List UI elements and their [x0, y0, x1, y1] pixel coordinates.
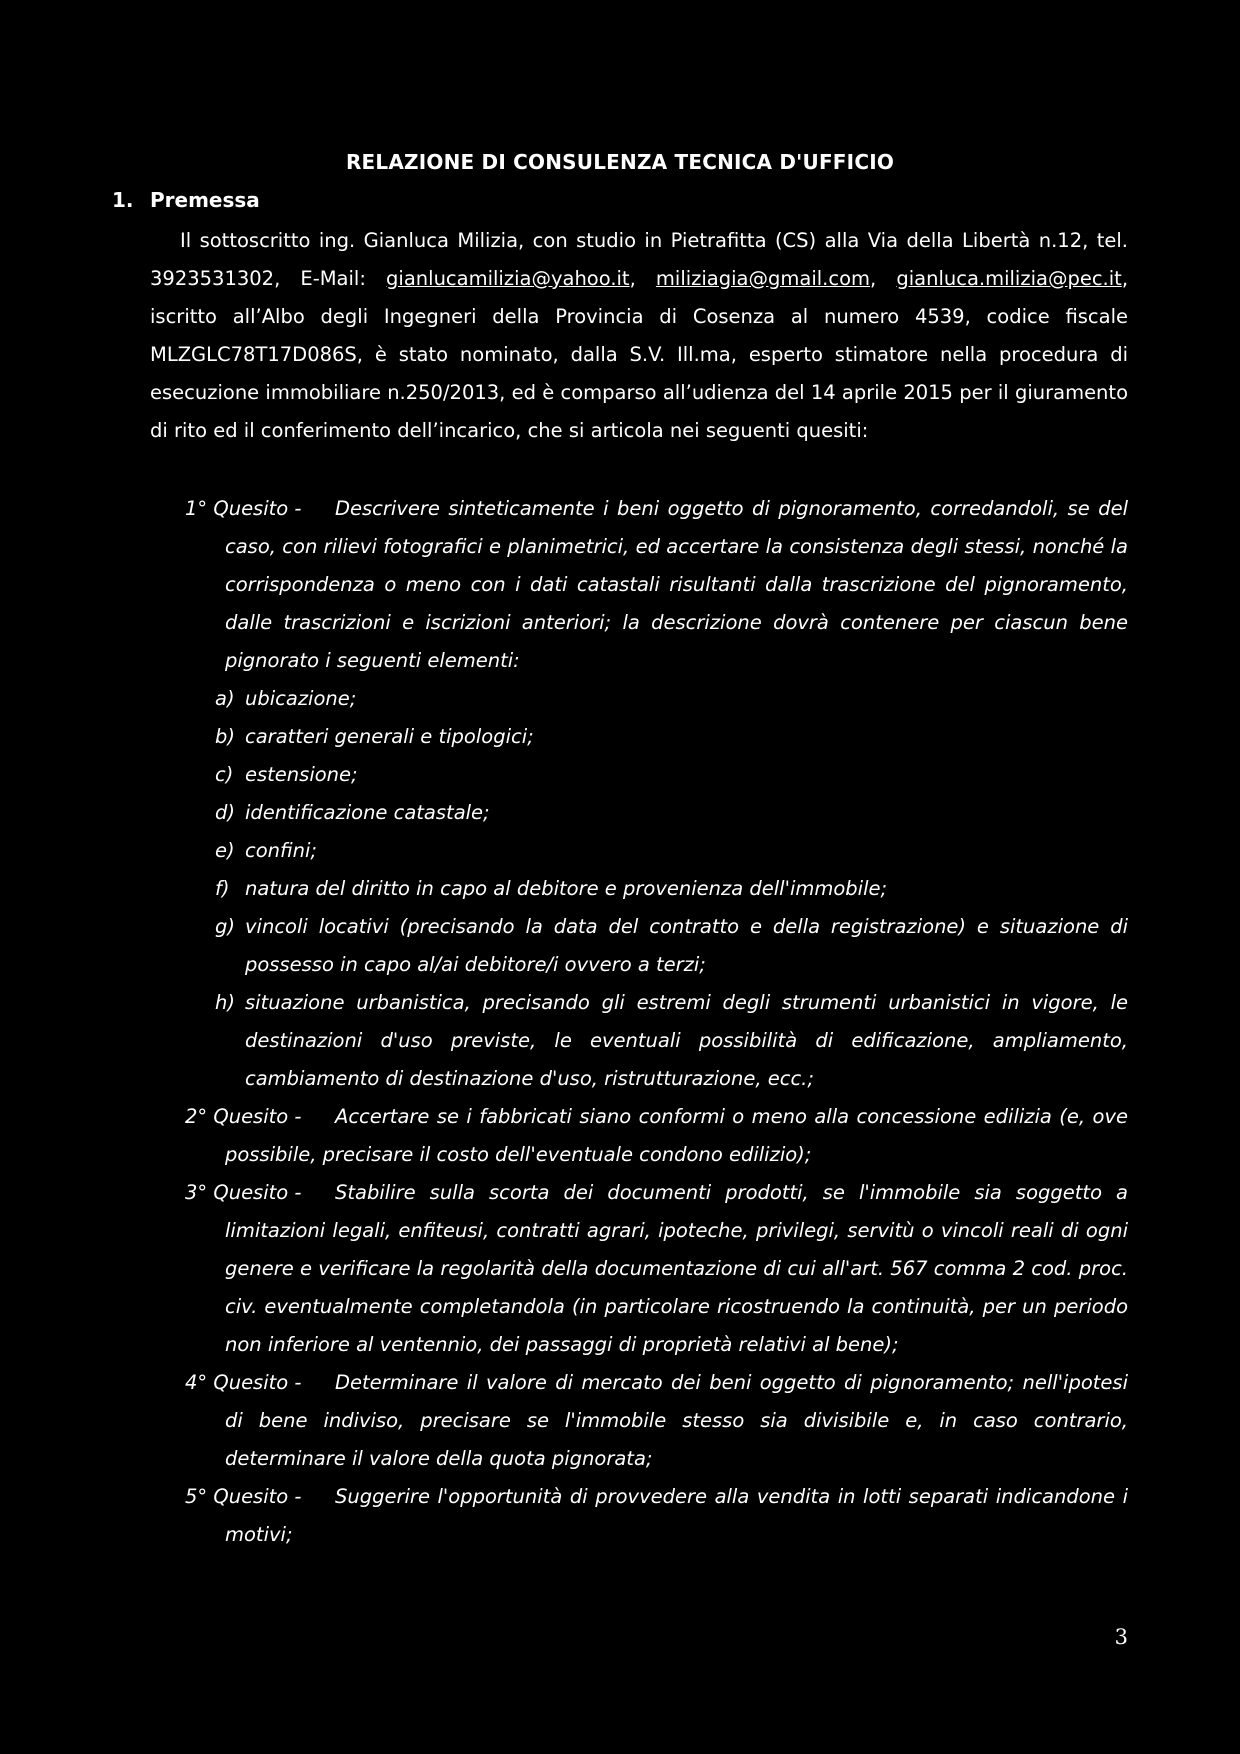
list-item-letter: c) — [215, 763, 234, 786]
section-number: 1. — [112, 188, 134, 212]
list-item — [215, 870, 1128, 908]
document-title: RELAZIONE DI CONSULENZA TECNICA D'UFFICIO — [345, 150, 895, 174]
quesito-label: 2° Quesito - — [185, 1105, 302, 1128]
email-link-pec[interactable]: gianluca.milizia@pec.it — [896, 267, 1122, 290]
elements-list — [215, 680, 1128, 1098]
section-heading — [112, 188, 260, 212]
list-item-text: identificazione catastale; — [245, 801, 490, 824]
list-item-text: ubicazione; — [245, 687, 357, 710]
quesito-3 — [185, 1174, 1128, 1364]
intro-text-part2: , iscritto all’Albo degli Ingegneri della Provincia di Cosenza al numero 4539, codice fiscale MLZGLC78T17D086S, è stato nominato, dalla S.V. Ill.ma, esperto stimatore nella procedura di esecuzione immobiliare n.250/2013, ed è comparso all’udienza del 14 aprile 2015 per il giuramento di rito ed il conferimento dell’incarico, che si articola nei seguenti quesiti: — [150, 267, 1129, 442]
quesito-label: 4° Quesito - — [185, 1371, 302, 1394]
list-item-letter: f) — [215, 877, 230, 900]
quesito-1 — [185, 490, 1128, 1098]
list-item-text: vincoli locativi (precisando la data del contratto e della registrazione) e situazione di possesso in capo al/ai debitore/i ovvero a terzi; — [245, 915, 1128, 976]
quesito-text: Descrivere sinteticamente i beni oggetto di pignoramento, corredandoli, se del caso, con rilievi fotografici e planimetrici, ed accertare la consistenza degli stessi, nonché la corrispondenza o meno con i dati catastali risultanti dalla trascrizione del pignoramento, dalle trascrizioni e iscrizioni anteriori; la descrizione dovrà contenere per ciascun bene pignorato i seguenti elementi: — [225, 497, 1128, 672]
list-item — [215, 718, 1128, 756]
list-item — [215, 984, 1128, 1098]
email-link-gmail[interactable]: miliziagia@gmail.com — [655, 267, 871, 290]
list-item-text: estensione; — [245, 763, 358, 786]
quesito-text: Stabilire sulla scorta dei documenti prodotti, se l'immobile sia soggetto a limitazioni legali, enfiteusi, contratti agrari, ipoteche, privilegi, servitù o vincoli reali di ogni genere e verificare la regolarità della documentazione di cui all'art. 567 comma 2 cod. proc. civ. eventualmente completandola (in particolare ricostruendo la continuità, per un periodo non inferiore al ventennio, dei passaggi di proprietà relativi al bene); — [225, 1181, 1128, 1356]
list-item-text: natura del diritto in capo al debitore e provenienza dell'immobile; — [245, 877, 888, 900]
quesito-label: 3° Quesito - — [185, 1181, 302, 1204]
quesito-4 — [185, 1364, 1128, 1478]
list-item — [215, 680, 1128, 718]
quesito-label: 5° Quesito - — [185, 1485, 302, 1508]
intro-separator: , — [629, 267, 656, 290]
quesiti-list — [185, 490, 1128, 1554]
list-item — [215, 908, 1128, 984]
list-item-letter: g) — [215, 915, 235, 938]
list-item-text: confini; — [245, 839, 317, 862]
email-link-yahoo[interactable]: gianlucamilizia@yahoo.it — [386, 267, 630, 290]
quesito-text: Accertare se i fabbricati siano conformi o meno alla concessione edilizia (e, ove possibile, precisare il costo dell'eventuale condono edilizio); — [225, 1105, 1128, 1166]
quesito-text: Suggerire l'opportunità di provvedere alla vendita in lotti separati indicandone i motivi; — [225, 1485, 1128, 1546]
list-item-letter: h) — [215, 991, 235, 1014]
page-number: 3 — [1114, 1625, 1128, 1649]
list-item-text: situazione urbanistica, precisando gli estremi degli strumenti urbanistici in vigore, le destinazioni d'uso previste, le eventuali possibilità di edificazione, ampliamento, cambiamento di destinazione d'uso, ristrutturazione, ecc.; — [245, 991, 1128, 1090]
quesito-text: Determinare il valore di mercato dei beni oggetto di pignoramento; nell'ipotesi di bene indiviso, precisare se l'immobile stesso sia divisibile e, in caso contrario, determinare il valore della quota pignorata; — [225, 1371, 1128, 1470]
list-item-text: caratteri generali e tipologici; — [245, 725, 534, 748]
list-item — [215, 832, 1128, 870]
quesito-label: 1° Quesito - — [185, 497, 302, 520]
list-item-letter: a) — [215, 687, 235, 710]
list-item-letter: e) — [215, 839, 235, 862]
intro-paragraph — [150, 222, 1128, 450]
quesito-5 — [185, 1478, 1128, 1554]
quesito-2 — [185, 1098, 1128, 1174]
list-item-letter: b) — [215, 725, 235, 748]
section-label: Premessa — [150, 188, 260, 212]
list-item — [215, 756, 1128, 794]
intro-text-part1: Il sottoscritto ing. Gianluca Milizia, con studio in Pietrafitta (CS) alla Via della Libertà n.12, tel. 3923531302, E-Mail: — [150, 229, 1128, 290]
list-item-letter: d) — [215, 801, 235, 824]
intro-separator: , — [870, 267, 897, 290]
list-item — [215, 794, 1128, 832]
